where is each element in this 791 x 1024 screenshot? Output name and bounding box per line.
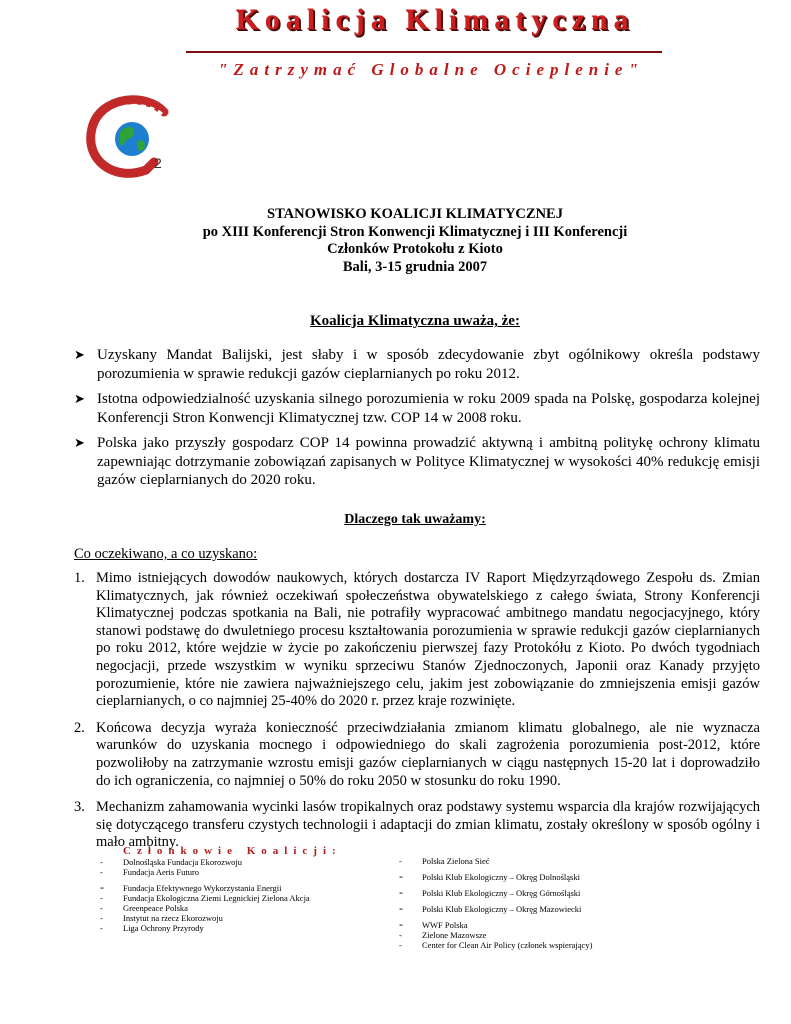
- member-item: - Fundacja Efektywnego Wykorzystania Energii: [100, 880, 282, 894]
- member-item: - Greenpeace Polska: [100, 903, 188, 913]
- item-text: Mimo istniejących dowodów naukowych, których dostarcza IV Raport Międzyrządowego Zespołu ds. Zmian Klimatycznych, jak również oczekiwań społeczeństwa obywatelskiego z całego świata, Strony Konferencji Klimatycznej podczas spotkania na Bali, nie potrafiły wypracować ambitnego mandatu negocjacyjnego, który stanowi podstawę do dwuletniego procesu kształtowania porozumienia w sprawie redukcji gazów cieplarnianych po roku 2012, które wejdzie w życie po zakończeniu pierwszej fazy Protokółu z Kioto. Po dwóch tygodniach negocjacji, przede wszystkim w wyniku sprzeciwu Stanów Zjednoczonych, Japonii oraz Kanady przyjęto porozumienie, które nie zawiera najważniejszego celu, jakim jest zobowiązanie do zmniejszenia emisji gazów cieplarnianych, o co najmniej 25-40% do 2020 r. przez kraje rozwinięte.: [96, 570, 760, 710]
- why-heading: Dlaczego tak uważamy:: [344, 512, 486, 527]
- member-item: - Polski Klub Ekologiczny – Okręg Mazowiecki: [399, 901, 582, 915]
- statement-line-4: Bali, 3-15 grudnia 2007: [342, 258, 488, 275]
- coalition-title: Koalicja Klimatyczna: [235, 3, 635, 36]
- members-title: Członkowie Koalicji:: [123, 845, 342, 857]
- item-text: Mechanizm zahamowania wycinki lasów tropikalnych oraz podstawy systemu wsparcia dla krajów rozwijających się dotyczącego transferu czystych technologii i adaptacji do zmian klimatu, zostały określony w sposób ogólny i mało ambitny.: [96, 799, 760, 851]
- header-divider: [186, 51, 662, 53]
- item-number: 2.: [74, 719, 85, 736]
- member-item: - Fundacja Aeris Futuro: [100, 867, 200, 877]
- arrow-bullet-icon: ➤: [74, 435, 85, 450]
- member-item: - Instytut na rzecz Ekorozwoju: [100, 913, 223, 923]
- list-item: [74, 570, 760, 711]
- members-list-right: [399, 856, 679, 950]
- member-item: - Polska Zielona Sieć: [399, 856, 490, 866]
- logo-subscript-icon: 2: [154, 155, 162, 171]
- reasons-list: [74, 570, 760, 861]
- member-item: - Dolnośląska Fundacja Ekorozwoju: [100, 857, 242, 867]
- member-item: - Polski Klub Ekologiczny – Okręg Górnośląski: [399, 885, 581, 899]
- statement-line-1: STANOWISKO KOALICJI KLIMATYCZNEJ: [267, 206, 563, 222]
- member-item: - Liga Ochrony Przyrody: [100, 923, 204, 933]
- coalition-logo: [84, 94, 184, 180]
- member-item: - Center for Clean Air Policy (członek wspierający): [399, 940, 593, 950]
- arrow-bullet-icon: ➤: [74, 347, 85, 362]
- list-item: ➤ Istotna odpowiedzialność uzyskania silnego porozumienia w roku 2009 spada na Polskę, gospodarza kolejnej Konferencji Stron Konwencji Klimatycznej tzw. COP 14 w 2008 roku.: [74, 391, 760, 426]
- member-item: - Zielone Mazowsze: [399, 930, 487, 940]
- item-number: 1.: [74, 570, 85, 586]
- member-item: - Fundacja Ekologiczna Ziemi Legnickiej Zielona Akcja: [100, 893, 310, 903]
- list-item: [74, 799, 760, 852]
- statement-heading: [100, 206, 730, 276]
- arrow-bullet-icon: ➤: [74, 391, 85, 406]
- coalition-slogan: "Zatrzymać Globalne Ocieplenie": [218, 60, 644, 79]
- members-list-left: [100, 857, 360, 933]
- position-bullets: [74, 346, 760, 497]
- item-number: 3.: [74, 799, 85, 816]
- list-item: [74, 720, 760, 790]
- expected-heading: Co oczekiwano, a co uzyskano:: [74, 546, 258, 562]
- list-item: ➤ Polska jako przyszły gospodarz COP 14 powinna prowadzić aktywną i ambitną politykę ochrony klimatu zapewniając dotrzymanie zobowiązań zapisanych w Polityce Klimatycznej w wysokości 40% redukcję emisji gazów cieplarnianych do 2020 roku.: [74, 435, 760, 488]
- statement-line-3: Członków Protokołu z Kioto: [327, 241, 503, 257]
- item-text: Końcowa decyzja wyraża konieczność przeciwdziałania zmianom klimatu globalnego, ale nie wyznacza warunków do uzyskania mocnego i odpowiedniego do skali zagrożenia porozumienia post-2012, które pozwoliłoby na zatrzymanie wzrostu emisji gazów cieplarnianych w ciągu następnych 15-20 lat i doprowadziło do ich ograniczenia, co najmniej o 50% do roku 2050 w stosunku do roku 1990.: [96, 719, 760, 789]
- list-item: ➤ Uzyskany Mandat Balijski, jest słaby i w sposób zdecydowanie zbyt ogólnikowy określa podstawy porozumienia w sprawie redukcji gazów cieplarnianych po roku 2012.: [74, 347, 760, 382]
- coalition-heading: Koalicja Klimatyczna uważa, że:: [310, 313, 520, 329]
- member-item: - WWF Polska: [399, 917, 468, 931]
- member-item: - Polski Klub Ekologiczny – Okręg Dolnośląski: [399, 869, 580, 883]
- statement-line-2: po XIII Konferencji Stron Konwencji Klimatycznej i III Konferencji: [202, 223, 628, 240]
